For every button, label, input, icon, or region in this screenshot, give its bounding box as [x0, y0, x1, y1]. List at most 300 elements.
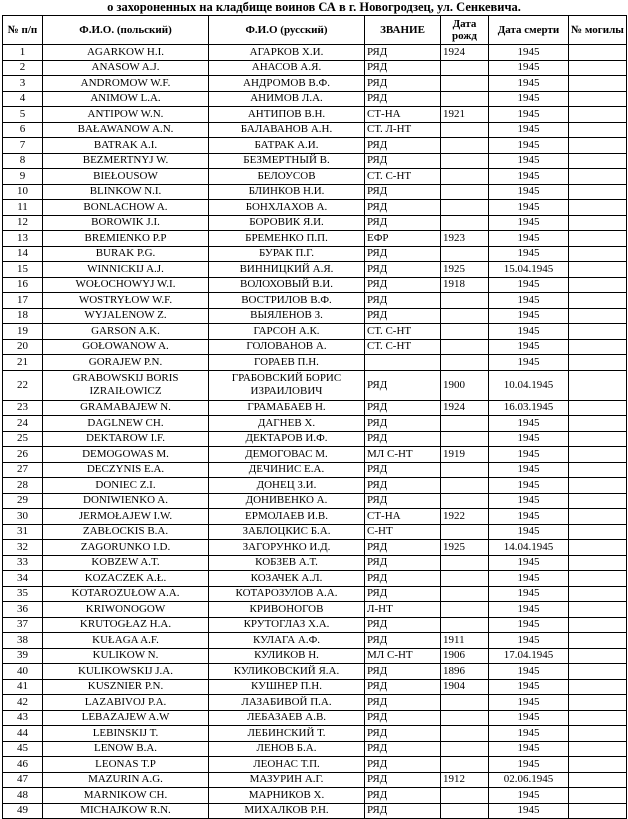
cell-grave-number — [569, 664, 627, 680]
cell-death-date: 1945 — [489, 757, 569, 773]
cell-death-date: 1945 — [489, 355, 569, 371]
cell-name-russian: ГРАМАБАЕВ Н. — [209, 400, 365, 416]
cell-row-number: 1 — [3, 45, 43, 61]
table-row — [3, 803, 627, 819]
cell-death-date: 1945 — [489, 308, 569, 324]
table-row — [3, 277, 627, 293]
cell-rank: С-НТ — [365, 524, 441, 540]
cell-row-number: 28 — [3, 478, 43, 494]
cell-birth-year: 1925 — [441, 262, 489, 278]
table-row — [3, 107, 627, 123]
cell-rank: РЯД — [365, 262, 441, 278]
cell-row-number: 24 — [3, 416, 43, 432]
cell-name-polish: DONIWIENKO A. — [43, 493, 209, 509]
cell-birth-year — [441, 586, 489, 602]
cell-row-number: 6 — [3, 122, 43, 138]
cell-grave-number — [569, 633, 627, 649]
cell-row-number: 34 — [3, 571, 43, 587]
cell-grave-number — [569, 91, 627, 107]
cell-name-russian: КУЛАГА А.Ф. — [209, 633, 365, 649]
cell-name-polish: KOBZEW A.T. — [43, 555, 209, 571]
cell-rank: РЯД — [365, 293, 441, 309]
cell-name-polish: WOSTRYŁOW W.F. — [43, 293, 209, 309]
cell-name-russian: БЕЗМЕРТНЫЙ В. — [209, 153, 365, 169]
table-body — [3, 45, 627, 819]
cell-name-polish: ANTIPOW W.N. — [43, 107, 209, 123]
table-row — [3, 308, 627, 324]
table-row — [3, 431, 627, 447]
cell-name-polish: KRUTOGŁAZ H.A. — [43, 617, 209, 633]
cell-name-russian: КОЗАЧЕК А.Л. — [209, 571, 365, 587]
cell-death-date: 1945 — [489, 153, 569, 169]
cell-grave-number — [569, 509, 627, 525]
cell-name-russian: ЛЕБИНСКИЙ Т. — [209, 726, 365, 742]
cell-death-date: 1945 — [489, 122, 569, 138]
cell-name-polish: MAZURIN A.G. — [43, 772, 209, 788]
table-row — [3, 293, 627, 309]
cell-name-polish: BREMIENKO P.P — [43, 231, 209, 247]
cell-rank: СТ. С-НТ — [365, 324, 441, 340]
cell-grave-number — [569, 262, 627, 278]
cell-row-number: 36 — [3, 602, 43, 618]
cell-name-russian: ГРАБОВСКИЙ БОРИС ИЗРАИЛОВИЧ — [209, 370, 365, 400]
cell-birth-year — [441, 617, 489, 633]
cell-death-date: 16.03.1945 — [489, 400, 569, 416]
cell-death-date: 1945 — [489, 788, 569, 804]
cell-row-number: 15 — [3, 262, 43, 278]
table-row — [3, 617, 627, 633]
table-row — [3, 757, 627, 773]
cell-death-date: 1945 — [489, 431, 569, 447]
cell-grave-number — [569, 757, 627, 773]
table-row — [3, 586, 627, 602]
cell-name-russian: ДОНЕЦ З.И. — [209, 478, 365, 494]
cell-name-russian: МАРНИКОВ Х. — [209, 788, 365, 804]
header-name-russian: Ф.И.О (русский) — [209, 16, 365, 45]
cell-row-number: 16 — [3, 277, 43, 293]
cell-rank: РЯД — [365, 695, 441, 711]
cell-rank: РЯД — [365, 478, 441, 494]
cell-name-polish: KRIWONOGOW — [43, 602, 209, 618]
cell-death-date: 1945 — [489, 91, 569, 107]
cell-grave-number — [569, 231, 627, 247]
cell-grave-number — [569, 400, 627, 416]
cell-grave-number — [569, 586, 627, 602]
cell-name-russian: ВОСТРИЛОВ В.Ф. — [209, 293, 365, 309]
cell-rank: РЯД — [365, 184, 441, 200]
cell-birth-year — [441, 431, 489, 447]
cell-grave-number — [569, 726, 627, 742]
cell-grave-number — [569, 788, 627, 804]
cell-rank: СТ-НА — [365, 509, 441, 525]
cell-birth-year: 1912 — [441, 772, 489, 788]
cell-row-number: 13 — [3, 231, 43, 247]
cell-name-polish: MARNIKOW CH. — [43, 788, 209, 804]
header-rank: ЗВАНИЕ — [365, 16, 441, 45]
cell-death-date: 1945 — [489, 509, 569, 525]
cell-grave-number — [569, 741, 627, 757]
cell-name-polish: KUSZNIER P.N. — [43, 679, 209, 695]
cell-name-polish: DEMOGOWAS M. — [43, 447, 209, 463]
cell-rank: РЯД — [365, 493, 441, 509]
cell-death-date: 1945 — [489, 215, 569, 231]
cell-name-polish: KULIKOWSKIJ J.A. — [43, 664, 209, 680]
cell-rank: РЯД — [365, 571, 441, 587]
cell-name-russian: ЛЕБАЗАЕВ А.В. — [209, 710, 365, 726]
cell-death-date: 1945 — [489, 45, 569, 61]
cell-name-russian: КУШНЕР П.Н. — [209, 679, 365, 695]
cell-grave-number — [569, 215, 627, 231]
cell-name-polish: ANASOW A.J. — [43, 60, 209, 76]
document-title: о захороненных на кладбище воинов СА в г. Новогродзец, ул. Сенкевича. — [107, 0, 521, 14]
cell-death-date: 1945 — [489, 107, 569, 123]
cell-name-polish: GRABOWSKIJ BORIS IZRAIŁOWICZ — [43, 370, 209, 400]
cell-name-polish: BOROWIK J.I. — [43, 215, 209, 231]
cell-grave-number — [569, 679, 627, 695]
cell-name-polish: KUŁAGA A.F. — [43, 633, 209, 649]
cell-birth-year: 1922 — [441, 509, 489, 525]
table-row — [3, 231, 627, 247]
cell-grave-number — [569, 246, 627, 262]
cell-rank: РЯД — [365, 76, 441, 92]
cell-rank: РЯД — [365, 431, 441, 447]
cell-grave-number — [569, 138, 627, 154]
cell-birth-year — [441, 478, 489, 494]
table-row — [3, 788, 627, 804]
cell-grave-number — [569, 370, 627, 400]
cell-name-russian: КОБЗЕВ А.Т. — [209, 555, 365, 571]
cell-rank: РЯД — [365, 710, 441, 726]
cell-row-number: 12 — [3, 215, 43, 231]
cell-death-date: 1945 — [489, 416, 569, 432]
table-row — [3, 493, 627, 509]
cell-name-polish: DONIEC Z.I. — [43, 478, 209, 494]
table-row — [3, 76, 627, 92]
cell-death-date: 1945 — [489, 664, 569, 680]
cell-rank: РЯД — [365, 400, 441, 416]
cell-rank — [365, 355, 441, 371]
cell-name-polish: ZAGORUNKO I.D. — [43, 540, 209, 556]
cell-grave-number — [569, 571, 627, 587]
cell-rank: РЯД — [365, 416, 441, 432]
cell-row-number: 10 — [3, 184, 43, 200]
cell-birth-year — [441, 803, 489, 819]
cell-birth-year — [441, 555, 489, 571]
cell-birth-year — [441, 184, 489, 200]
cell-rank: РЯД — [365, 60, 441, 76]
cell-name-russian: БЛИНКОВ Н.И. — [209, 184, 365, 200]
cell-name-polish: ZABŁOCKIS B.A. — [43, 524, 209, 540]
cell-row-number: 44 — [3, 726, 43, 742]
cell-name-russian: ВИННИЦКИЙ А.Я. — [209, 262, 365, 278]
cell-row-number: 46 — [3, 757, 43, 773]
cell-row-number: 38 — [3, 633, 43, 649]
cell-birth-year: 1925 — [441, 540, 489, 556]
cell-rank: РЯД — [365, 741, 441, 757]
table-row — [3, 200, 627, 216]
cell-grave-number — [569, 710, 627, 726]
cell-grave-number — [569, 355, 627, 371]
cell-birth-year — [441, 571, 489, 587]
cell-name-polish: DEKTAROW I.F. — [43, 431, 209, 447]
cell-birth-year — [441, 710, 489, 726]
cell-grave-number — [569, 45, 627, 61]
cell-birth-year: 1921 — [441, 107, 489, 123]
cell-death-date: 1945 — [489, 246, 569, 262]
cell-rank: РЯД — [365, 757, 441, 773]
cell-grave-number — [569, 772, 627, 788]
cell-grave-number — [569, 107, 627, 123]
cell-birth-year — [441, 741, 489, 757]
cell-name-russian: ВЫЯЛЕНОВ З. — [209, 308, 365, 324]
cell-name-polish: GARSON A.K. — [43, 324, 209, 340]
table-row — [3, 355, 627, 371]
table-row — [3, 633, 627, 649]
cell-birth-year: 1924 — [441, 45, 489, 61]
cell-row-number: 22 — [3, 370, 43, 400]
cell-name-russian: ЗАГОРУНКО И.Д. — [209, 540, 365, 556]
cell-row-number: 20 — [3, 339, 43, 355]
table-row — [3, 478, 627, 494]
cell-rank: СТ. Л-НТ — [365, 122, 441, 138]
cell-grave-number — [569, 153, 627, 169]
table-row — [3, 91, 627, 107]
cell-rank: РЯД — [365, 138, 441, 154]
cell-grave-number — [569, 122, 627, 138]
table-row — [3, 741, 627, 757]
header-death-date: Дата смерти — [489, 16, 569, 45]
cell-name-polish: DECZYNIS E.A. — [43, 462, 209, 478]
cell-name-russian: АНТИПОВ В.Н. — [209, 107, 365, 123]
cell-name-russian: ЕРМОЛАЕВ И.В. — [209, 509, 365, 525]
cell-name-polish: KULIKOW N. — [43, 648, 209, 664]
cell-birth-year — [441, 757, 489, 773]
cell-row-number: 42 — [3, 695, 43, 711]
cell-grave-number — [569, 493, 627, 509]
cell-row-number: 37 — [3, 617, 43, 633]
cell-name-russian: БУРАК П.Г. — [209, 246, 365, 262]
cell-birth-year — [441, 695, 489, 711]
cell-grave-number — [569, 617, 627, 633]
cell-grave-number — [569, 648, 627, 664]
cell-birth-year — [441, 416, 489, 432]
cell-rank: РЯД — [365, 308, 441, 324]
cell-name-russian: БАТРАК А.И. — [209, 138, 365, 154]
cell-rank: МЛ С-НТ — [365, 447, 441, 463]
cell-death-date: 1945 — [489, 478, 569, 494]
cell-row-number: 8 — [3, 153, 43, 169]
cell-death-date: 14.04.1945 — [489, 540, 569, 556]
cell-name-polish: GRAMABAJEW N. — [43, 400, 209, 416]
cell-death-date: 1945 — [489, 293, 569, 309]
table-row — [3, 153, 627, 169]
cell-birth-year: 1904 — [441, 679, 489, 695]
cell-rank: СТ. С-НТ — [365, 339, 441, 355]
cell-name-russian: ГАРСОН А.К. — [209, 324, 365, 340]
cell-grave-number — [569, 524, 627, 540]
cell-birth-year: 1918 — [441, 277, 489, 293]
cell-name-polish: DAGLNEW CH. — [43, 416, 209, 432]
table-row — [3, 509, 627, 525]
cell-grave-number — [569, 540, 627, 556]
cell-name-russian: АНАСОВ А.Я. — [209, 60, 365, 76]
cell-name-russian: БРЕМЕНКО П.П. — [209, 231, 365, 247]
cell-death-date: 1945 — [489, 169, 569, 185]
cell-birth-year: 1923 — [441, 231, 489, 247]
cell-row-number: 26 — [3, 447, 43, 463]
cell-row-number: 41 — [3, 679, 43, 695]
cell-grave-number — [569, 416, 627, 432]
cell-birth-year — [441, 169, 489, 185]
cell-birth-year — [441, 91, 489, 107]
cell-name-polish: BEZMERTNYJ W. — [43, 153, 209, 169]
cell-rank: РЯД — [365, 726, 441, 742]
cell-name-polish: BATRAK A.I. — [43, 138, 209, 154]
cell-grave-number — [569, 339, 627, 355]
cell-rank: РЯД — [365, 586, 441, 602]
cell-name-russian: КРИВОНОГОВ — [209, 602, 365, 618]
cell-death-date: 1945 — [489, 555, 569, 571]
cell-birth-year: 1924 — [441, 400, 489, 416]
cell-row-number: 3 — [3, 76, 43, 92]
cell-birth-year — [441, 308, 489, 324]
cell-name-russian: БЕЛОУСОВ — [209, 169, 365, 185]
cell-rank: РЯД — [365, 555, 441, 571]
cell-name-polish: LEBINSKIJ T. — [43, 726, 209, 742]
cell-birth-year — [441, 355, 489, 371]
cell-birth-year — [441, 788, 489, 804]
table-row — [3, 555, 627, 571]
table-row — [3, 138, 627, 154]
cell-birth-year — [441, 76, 489, 92]
cell-name-russian: ЛЕНОВ Б.А. — [209, 741, 365, 757]
cell-name-polish: KOZACZEK A.Ł. — [43, 571, 209, 587]
cell-row-number: 5 — [3, 107, 43, 123]
table-row — [3, 447, 627, 463]
cell-name-russian: ЛЕОНАС Т.П. — [209, 757, 365, 773]
cell-row-number: 48 — [3, 788, 43, 804]
cell-death-date: 1945 — [489, 493, 569, 509]
cell-name-russian: ДЕМОГОВАС М. — [209, 447, 365, 463]
burial-table — [2, 15, 627, 819]
cell-birth-year — [441, 493, 489, 509]
cell-death-date: 1945 — [489, 803, 569, 819]
cell-birth-year: 1906 — [441, 648, 489, 664]
cell-name-polish: LEBAZAJEW A.W — [43, 710, 209, 726]
header-num: № п/п — [3, 16, 43, 45]
cell-name-russian: АНДРОМОВ В.Ф. — [209, 76, 365, 92]
cell-birth-year — [441, 138, 489, 154]
header-name-polish: Ф.И.О. (польский) — [43, 16, 209, 45]
cell-row-number: 30 — [3, 509, 43, 525]
cell-name-polish: LENOW B.A. — [43, 741, 209, 757]
cell-rank: СТ. С-НТ — [365, 169, 441, 185]
cell-row-number: 7 — [3, 138, 43, 154]
table-row — [3, 695, 627, 711]
table-row — [3, 169, 627, 185]
cell-death-date: 1945 — [489, 741, 569, 757]
cell-row-number: 35 — [3, 586, 43, 602]
table-row — [3, 370, 627, 400]
cell-name-polish: WOŁOCHOWYJ W.I. — [43, 277, 209, 293]
cell-grave-number — [569, 555, 627, 571]
cell-grave-number — [569, 76, 627, 92]
cell-rank: РЯД — [365, 215, 441, 231]
cell-grave-number — [569, 431, 627, 447]
cell-row-number: 43 — [3, 710, 43, 726]
table-row — [3, 400, 627, 416]
cell-name-polish: AGARKOW H.I. — [43, 45, 209, 61]
cell-name-polish: BLINKOW N.I. — [43, 184, 209, 200]
cell-row-number: 33 — [3, 555, 43, 571]
cell-death-date: 1945 — [489, 138, 569, 154]
cell-name-polish: GOŁOWANOW A. — [43, 339, 209, 355]
cell-rank: ЕФР — [365, 231, 441, 247]
cell-row-number: 14 — [3, 246, 43, 262]
cell-row-number: 49 — [3, 803, 43, 819]
cell-death-date: 1945 — [489, 726, 569, 742]
cell-row-number: 2 — [3, 60, 43, 76]
cell-row-number: 47 — [3, 772, 43, 788]
cell-death-date: 1945 — [489, 60, 569, 76]
cell-name-polish: KOTAROZUŁOW A.A. — [43, 586, 209, 602]
cell-rank: РЯД — [365, 370, 441, 400]
table-row — [3, 324, 627, 340]
cell-name-polish: ANDROMOW W.F. — [43, 76, 209, 92]
cell-rank: РЯД — [365, 91, 441, 107]
cell-grave-number — [569, 447, 627, 463]
cell-name-russian: ГОРАЕВ П.Н. — [209, 355, 365, 371]
cell-death-date: 1945 — [489, 695, 569, 711]
cell-birth-year — [441, 726, 489, 742]
table-row — [3, 648, 627, 664]
table-row — [3, 246, 627, 262]
table-row — [3, 664, 627, 680]
cell-row-number: 4 — [3, 91, 43, 107]
cell-rank: РЯД — [365, 540, 441, 556]
cell-death-date: 1945 — [489, 586, 569, 602]
cell-death-date: 1945 — [489, 462, 569, 478]
cell-grave-number — [569, 308, 627, 324]
cell-row-number: 9 — [3, 169, 43, 185]
cell-name-russian: АГАРКОВ Х.И. — [209, 45, 365, 61]
cell-birth-year: 1900 — [441, 370, 489, 400]
cell-death-date: 1945 — [489, 277, 569, 293]
table-row — [3, 726, 627, 742]
cell-name-russian: ДЕЧИНИС Е.А. — [209, 462, 365, 478]
cell-grave-number — [569, 169, 627, 185]
cell-name-polish: BURAK P.G. — [43, 246, 209, 262]
cell-rank: РЯД — [365, 679, 441, 695]
cell-name-polish: WYJALENOW Z. — [43, 308, 209, 324]
cell-name-russian: КУЛИКОВ Н. — [209, 648, 365, 664]
cell-birth-year — [441, 215, 489, 231]
cell-rank: МЛ С-НТ — [365, 648, 441, 664]
cell-name-russian: МИХАЛКОВ Р.Н. — [209, 803, 365, 819]
cell-row-number: 45 — [3, 741, 43, 757]
cell-rank: РЯД — [365, 45, 441, 61]
cell-grave-number — [569, 293, 627, 309]
cell-grave-number — [569, 184, 627, 200]
cell-grave-number — [569, 200, 627, 216]
cell-row-number: 21 — [3, 355, 43, 371]
cell-row-number: 17 — [3, 293, 43, 309]
cell-death-date: 02.06.1945 — [489, 772, 569, 788]
cell-rank: Л-НТ — [365, 602, 441, 618]
cell-name-polish: JERMOŁAJEW I.W. — [43, 509, 209, 525]
cell-birth-year — [441, 339, 489, 355]
cell-row-number: 18 — [3, 308, 43, 324]
